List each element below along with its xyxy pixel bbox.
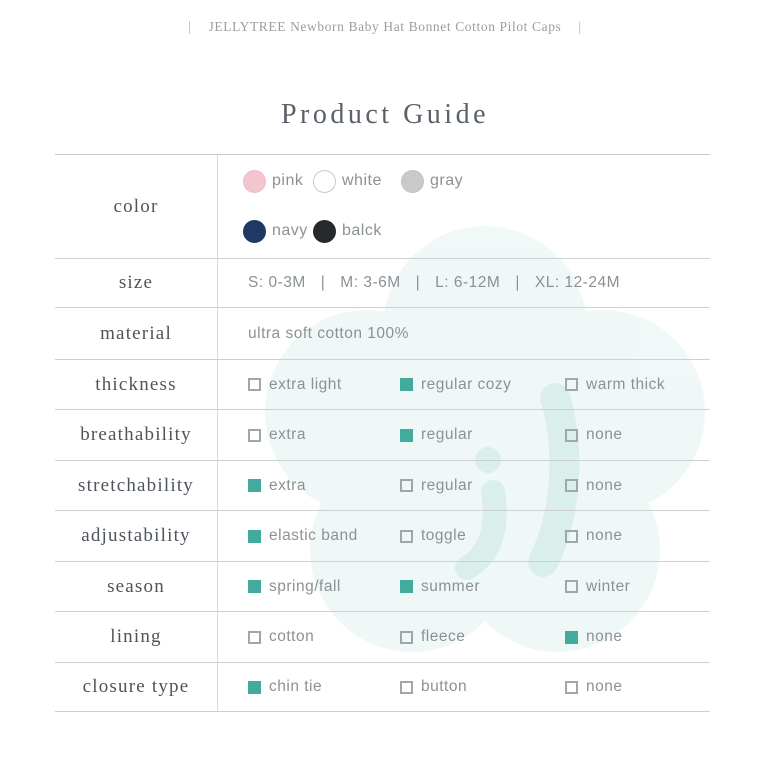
option-label: chin tie — [269, 678, 323, 695]
color-swatch-label: navy — [272, 222, 308, 239]
row-values — [218, 461, 710, 510]
color-swatch-label: white — [342, 172, 382, 189]
row-label: breathability — [55, 410, 218, 460]
option-none — [565, 678, 622, 696]
color-swatch-gray — [401, 169, 463, 193]
option-none — [565, 527, 622, 545]
text-segment: L: 6-12M — [435, 274, 501, 291]
option-label: none — [586, 628, 623, 645]
option-label: toggle — [421, 527, 467, 544]
table-row-closure-type — [55, 663, 710, 712]
option-label: button — [421, 678, 468, 695]
segment-separator: | — [415, 274, 421, 291]
option-summer — [400, 578, 480, 596]
option-regular-cozy — [400, 376, 511, 394]
table-row-season — [55, 562, 710, 612]
row-label: color — [55, 155, 218, 258]
checkbox-checked-icon — [565, 631, 578, 644]
checkbox-unchecked-icon — [565, 429, 578, 442]
checkbox-unchecked-icon — [400, 631, 413, 644]
option-elastic-band — [248, 527, 358, 545]
segment-separator: | — [320, 274, 326, 291]
row-values — [218, 612, 710, 662]
row-values — [218, 308, 710, 359]
option-none — [565, 477, 622, 495]
checkbox-unchecked-icon — [400, 530, 413, 543]
option-label: extra light — [269, 375, 342, 393]
table-row-breathability — [55, 410, 710, 461]
listing-header — [0, 19, 770, 35]
option-label: extra — [269, 476, 306, 494]
color-dot-balck-icon — [313, 220, 336, 243]
option-winter — [565, 578, 630, 596]
color-dot-navy-icon — [243, 220, 266, 243]
color-swatch-pink — [243, 169, 303, 193]
option-label: none — [586, 678, 623, 695]
text-segment: XL: 12-24M — [534, 274, 621, 291]
option-fleece — [400, 628, 465, 646]
color-dot-gray-icon — [401, 170, 424, 193]
option-none — [565, 628, 622, 646]
option-label: regular cozy — [421, 375, 512, 393]
table-row-thickness — [55, 360, 710, 410]
header-bar-left: | — [188, 19, 192, 34]
row-label: season — [55, 562, 218, 611]
option-warm-thick — [565, 376, 665, 394]
header-bar-right: | — [578, 19, 582, 34]
option-label: elastic band — [269, 527, 358, 544]
option-label: warm thick — [586, 375, 666, 393]
row-values — [218, 410, 710, 460]
option-extra — [248, 477, 306, 495]
row-label: thickness — [55, 360, 218, 409]
color-swatch-balck — [313, 219, 382, 243]
option-label: regular — [421, 476, 473, 494]
color-swatch-label: gray — [430, 172, 464, 189]
color-swatch-label: balck — [342, 222, 382, 239]
option-label: summer — [421, 577, 480, 595]
size-value — [248, 274, 620, 292]
option-label: none — [586, 527, 623, 544]
checkbox-checked-icon — [400, 378, 413, 391]
table-row-material — [55, 308, 710, 360]
checkbox-unchecked-icon — [565, 580, 578, 593]
checkbox-unchecked-icon — [400, 479, 413, 492]
checkbox-unchecked-icon — [248, 429, 261, 442]
checkbox-unchecked-icon — [248, 631, 261, 644]
option-button — [400, 678, 467, 696]
checkbox-checked-icon — [248, 580, 261, 593]
checkbox-unchecked-icon — [565, 378, 578, 391]
option-label: regular — [421, 426, 473, 443]
color-swatch-label: pink — [272, 172, 304, 189]
row-label: closure type — [55, 663, 218, 711]
text-segment: M: 3-6M — [340, 274, 401, 291]
table-row-adjustability — [55, 511, 710, 562]
option-label: extra — [269, 426, 306, 443]
table-row-color — [55, 155, 710, 259]
checkbox-unchecked-icon — [400, 681, 413, 694]
option-regular — [400, 477, 473, 495]
row-label: material — [55, 308, 218, 359]
text-segment: ultra soft cotton 100% — [248, 324, 409, 342]
option-toggle — [400, 527, 466, 545]
option-extra — [248, 426, 306, 444]
color-dot-white-icon — [313, 170, 336, 193]
checkbox-unchecked-icon — [565, 479, 578, 492]
option-extra-light — [248, 376, 342, 394]
page-title: Product Guide — [280, 99, 490, 130]
row-values — [218, 155, 710, 258]
checkbox-unchecked-icon — [565, 530, 578, 543]
color-dot-pink-icon — [243, 170, 266, 193]
segment-separator: | — [515, 274, 520, 291]
option-label: cotton — [269, 628, 315, 645]
text-segment: S: 0-3M — [248, 274, 306, 291]
option-label: fleece — [421, 628, 466, 645]
checkbox-checked-icon — [248, 530, 261, 543]
material-value — [248, 325, 409, 343]
option-label: spring/fall — [269, 577, 341, 595]
checkbox-checked-icon — [248, 681, 261, 694]
checkbox-checked-icon — [248, 479, 261, 492]
row-values — [218, 663, 710, 711]
table-row-lining — [55, 612, 710, 663]
option-spring-fall — [248, 578, 341, 596]
table-row-size — [55, 259, 710, 308]
option-regular — [400, 426, 473, 444]
row-values — [218, 259, 710, 307]
option-chin-tie — [248, 678, 322, 696]
option-label: none — [586, 476, 623, 494]
row-label: size — [55, 259, 218, 307]
row-values — [218, 360, 710, 409]
option-none — [565, 426, 622, 444]
table-row-stretchability — [55, 461, 710, 511]
row-label: adjustability — [55, 511, 218, 561]
checkbox-checked-icon — [400, 429, 413, 442]
row-label: lining — [55, 612, 218, 662]
checkbox-unchecked-icon — [565, 681, 578, 694]
checkbox-checked-icon — [400, 580, 413, 593]
product-guide-table — [55, 154, 710, 712]
row-values — [218, 511, 710, 561]
color-swatch-white — [313, 169, 382, 193]
option-cotton — [248, 628, 314, 646]
row-values — [218, 562, 710, 611]
checkbox-unchecked-icon — [248, 378, 261, 391]
color-swatch-navy — [243, 219, 308, 243]
header-title: JELLYTREE Newborn Baby Hat Bonnet Cotton Pilot Caps — [208, 19, 562, 34]
row-label: stretchability — [55, 461, 218, 510]
option-label: winter — [586, 577, 631, 595]
option-label: none — [586, 426, 623, 443]
